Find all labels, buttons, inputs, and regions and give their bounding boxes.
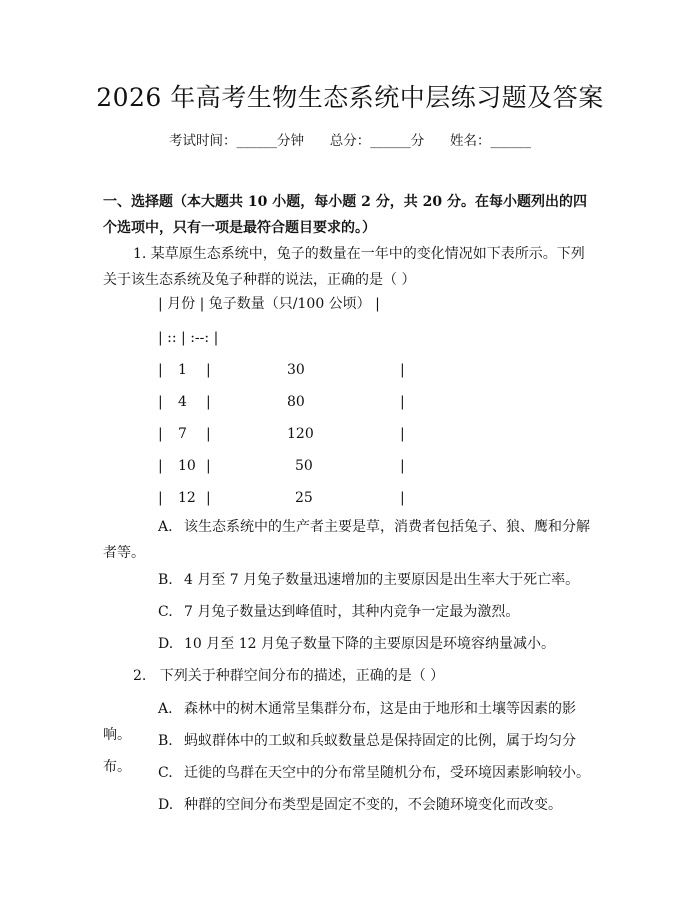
option-text: 森林中的树木通常呈集群分布，这是由于地形和土壤等因素的影响。 bbox=[103, 701, 576, 743]
question-1-option-d bbox=[103, 631, 597, 657]
question-2-option-d bbox=[103, 792, 597, 818]
question-1-option-b bbox=[103, 567, 597, 593]
table-cell-count: 80 bbox=[287, 394, 305, 410]
table-pipe: | bbox=[158, 426, 163, 442]
question-1-stem: 1. 某草原生态系统中，兔子的数量在一年中的变化情况如下表所示。下列关于该生态系统及兔子种群的说法，正确的是（ ） bbox=[103, 246, 585, 288]
table-pipe: | bbox=[400, 490, 405, 506]
table-pipe: | bbox=[206, 458, 211, 474]
table-pipe: | bbox=[400, 426, 405, 442]
table-pipe: | bbox=[400, 394, 405, 410]
option-text: 该生态系统中的生产者主要是草，消费者包括兔子、狼、鹰和分解者等。 bbox=[103, 519, 590, 561]
table-pipe: | bbox=[158, 394, 163, 410]
table-pipe: | bbox=[158, 490, 163, 506]
option-text: 7 月兔子数量达到峰值时，其种内竞争一定最为激烈。 bbox=[184, 604, 520, 620]
table-pipe: | bbox=[206, 362, 211, 378]
table-pipe: | bbox=[206, 394, 211, 410]
table-cell-count: 50 bbox=[295, 458, 313, 474]
option-label: D. bbox=[158, 797, 174, 813]
table-header-row: | 月份 | 兔子数量（只/100 公顷） | bbox=[158, 296, 380, 312]
table-cell-month: 7 bbox=[178, 426, 187, 442]
option-label: B. bbox=[158, 733, 173, 749]
table-pipe: | bbox=[400, 362, 405, 378]
option-text: 蚂蚁群体中的工蚁和兵蚁数量总是保持固定的比例，属于均匀分布。 bbox=[103, 733, 576, 775]
question-2-stem: 2. 下列关于种群空间分布的描述，正确的是（ ） bbox=[133, 668, 445, 684]
option-label: B. bbox=[158, 572, 173, 588]
question-1-option-a bbox=[103, 514, 597, 566]
question-2-option-c bbox=[103, 760, 597, 786]
table-cell-month: 12 bbox=[178, 490, 196, 506]
table-cell-count: 25 bbox=[295, 490, 313, 506]
option-label: A. bbox=[158, 519, 173, 535]
document-title: 2026 年高考生物生态系统中层练习题及答案 bbox=[96, 83, 604, 112]
table-pipe: | bbox=[206, 426, 211, 442]
option-text: 10 月至 12 月兔子数量下降的主要原因是环境容纳量减小。 bbox=[184, 636, 555, 652]
table-cell-month: 1 bbox=[178, 362, 187, 378]
table-cell-month: 10 bbox=[178, 458, 196, 474]
question-1-option-c bbox=[103, 599, 597, 625]
table-pipe: | bbox=[400, 458, 405, 474]
option-text: 种群的空间分布类型是固定不变的，不会随环境变化而改变。 bbox=[184, 797, 562, 813]
option-label: C. bbox=[158, 765, 173, 781]
table-pipe: | bbox=[158, 458, 163, 474]
option-text: 迁徙的鸟群在天空中的分布常呈随机分布，受环境因素影响较小。 bbox=[184, 765, 590, 781]
table-pipe: | bbox=[158, 362, 163, 378]
table-cell-count: 30 bbox=[287, 362, 305, 378]
option-label: D. bbox=[158, 636, 174, 652]
section-heading: 一、选择题（本大题共 10 小题，每小题 2 分，共 20 分。在每小题列出的四个选项中，只有一项是最符合题目要求的。） bbox=[103, 194, 587, 236]
table-align-row: | :: | :--: | bbox=[158, 330, 219, 346]
option-label: A. bbox=[158, 701, 173, 717]
table-cell-month: 4 bbox=[178, 394, 187, 410]
option-label: C. bbox=[158, 604, 173, 620]
option-text: 4 月至 7 月兔子数量迅速增加的主要原因是出生率大于死亡率。 bbox=[184, 572, 580, 588]
table-cell-count: 120 bbox=[287, 426, 314, 442]
exam-meta-line: 考试时间：______分钟 总分：______分 姓名：______ bbox=[169, 133, 531, 149]
table-pipe: | bbox=[206, 490, 211, 506]
